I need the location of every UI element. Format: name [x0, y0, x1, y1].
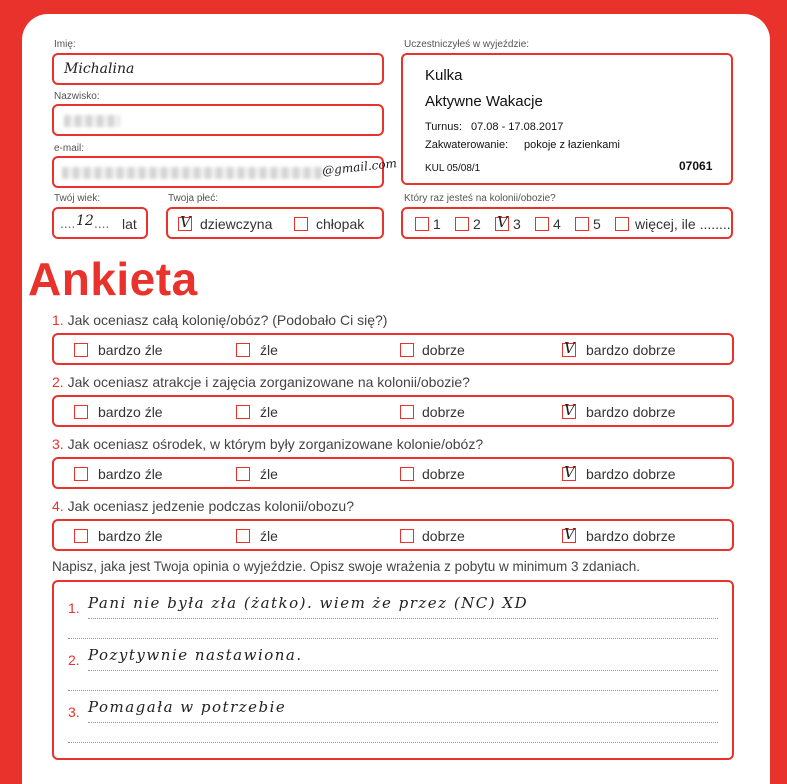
age-value: 12 — [76, 213, 94, 229]
rating-option-very-bad: bardzo źle — [98, 528, 163, 544]
rating-option-good: dobrze — [422, 404, 465, 420]
age-dots-pre: .... — [60, 217, 76, 231]
rating-checkbox-bad[interactable] — [236, 405, 250, 419]
age-field[interactable] — [52, 207, 148, 239]
age-dots-post: .... — [94, 217, 110, 231]
checkmark-icon: V — [180, 213, 191, 231]
rating-row-2 — [52, 395, 734, 427]
checkmark-icon: V — [564, 401, 575, 419]
accom-label: Zakwaterowanie: — [425, 139, 509, 151]
opinion-line-number: 1. — [68, 600, 80, 616]
rating-checkbox-good[interactable] — [400, 343, 414, 357]
camp-code: KUL 05/08/1 — [425, 163, 481, 174]
surname-field[interactable] — [52, 104, 384, 136]
accom-value: pokoje z łazienkami — [524, 139, 620, 151]
times-option-2: 2 — [473, 216, 481, 232]
times-option-3: 3 — [513, 216, 521, 232]
redacted-surname — [64, 115, 120, 127]
name-label: Imię: — [54, 39, 76, 50]
camp-program: Aktywne Wakacje — [425, 93, 543, 110]
email-field[interactable] — [52, 156, 398, 188]
rating-option-bad: źle — [260, 404, 278, 420]
times-label: Który raz jesteś na kolonii/obozie? — [404, 193, 556, 204]
times-option-1: 1 — [433, 216, 441, 232]
rating-checkbox-very-good[interactable] — [562, 401, 576, 419]
rating-option-bad: źle — [260, 342, 278, 358]
rating-option-good: dobrze — [422, 466, 465, 482]
rating-checkbox-good[interactable] — [400, 467, 414, 481]
question-3 — [52, 436, 483, 452]
rating-option-very-good: bardzo dobrze — [586, 466, 676, 482]
checkmark-icon: V — [497, 213, 508, 231]
question-number: 2. — [52, 374, 64, 390]
rating-checkbox-bad[interactable] — [236, 529, 250, 543]
rating-checkbox-good[interactable] — [400, 529, 414, 543]
times-checkbox-1[interactable] — [415, 217, 429, 231]
dotted-line — [88, 618, 718, 619]
rating-option-very-bad: bardzo źle — [98, 404, 163, 420]
rating-checkbox-very-bad[interactable] — [74, 405, 88, 419]
question-text: Jak oceniasz atrakcje i zajęcia zorganizowane na kolonii/obozie? — [67, 374, 470, 390]
times-option-4: 4 — [553, 216, 561, 232]
rating-option-bad: źle — [260, 528, 278, 544]
times-checkbox-2[interactable] — [455, 217, 469, 231]
gender-label: Twoja płeć: — [168, 193, 219, 204]
rating-checkbox-good[interactable] — [400, 405, 414, 419]
rating-checkbox-very-bad[interactable] — [74, 529, 88, 543]
rating-checkbox-bad[interactable] — [236, 467, 250, 481]
rating-row-3 — [52, 457, 734, 489]
rating-checkbox-very-good[interactable] — [562, 339, 576, 357]
gender-checkbox-girl[interactable] — [178, 213, 192, 231]
dotted-line — [68, 690, 718, 691]
question-1 — [52, 312, 387, 328]
dotted-line — [88, 722, 718, 723]
question-number: 3. — [52, 436, 64, 452]
times-checkbox-5[interactable] — [575, 217, 589, 231]
rating-checkbox-very-good[interactable] — [562, 525, 576, 543]
question-number: 1. — [52, 312, 64, 328]
camp-info-box — [401, 53, 733, 185]
age-unit: lat — [122, 216, 137, 232]
rating-option-very-good: bardzo dobrze — [586, 342, 676, 358]
redacted-email — [62, 167, 324, 179]
question-text: Jak oceniasz jedzenie podczas kolonii/obozu? — [67, 498, 354, 514]
opinion-line-text: Pozytywnie nastawiona. — [88, 646, 303, 664]
gender-field — [166, 207, 384, 239]
name-value: Michalina — [64, 61, 135, 77]
rating-option-good: dobrze — [422, 528, 465, 544]
times-option-more: więcej, ile ........ — [635, 216, 731, 232]
gender-option-girl: dziewczyna — [200, 216, 273, 232]
rating-checkbox-very-good[interactable] — [562, 463, 576, 481]
checkmark-icon: V — [564, 525, 575, 543]
times-checkbox-more[interactable] — [615, 217, 629, 231]
dotted-line — [88, 670, 718, 671]
turnus-label: Turnus: — [425, 121, 462, 133]
rating-checkbox-very-bad[interactable] — [74, 343, 88, 357]
dotted-line — [68, 638, 718, 639]
opinion-prompt: Napisz, jaka jest Twoja opinia o wyjeździe. Opisz swoje wrażenia z pobytu w minimum 3 zdaniach. — [52, 559, 641, 574]
rating-row-4 — [52, 519, 734, 551]
times-checkbox-4[interactable] — [535, 217, 549, 231]
times-option-5: 5 — [593, 216, 601, 232]
opinion-line-number: 2. — [68, 652, 80, 668]
surname-label: Nazwisko: — [54, 91, 100, 102]
opinion-line-text: Pani nie była zła (żatko). wiem że przez (NC) XD — [88, 594, 529, 612]
times-field — [401, 207, 733, 239]
opinion-line-number: 3. — [68, 704, 80, 720]
question-text: Jak oceniasz ośrodek, w którym były zorganizowane kolonie/obóz? — [67, 436, 484, 452]
camp-name: Kulka — [425, 67, 463, 84]
dotted-line — [68, 742, 718, 743]
rating-option-very-good: bardzo dobrze — [586, 528, 676, 544]
checkmark-icon: V — [564, 339, 575, 357]
rating-checkbox-very-bad[interactable] — [74, 467, 88, 481]
age-label: Twój wiek: — [54, 193, 101, 204]
rating-option-very-good: bardzo dobrze — [586, 404, 676, 420]
question-4 — [52, 498, 354, 514]
camp-label: Uczestniczyłeś w wyjeździe: — [404, 39, 530, 50]
opinion-box[interactable] — [52, 580, 734, 760]
email-label: e-mail: — [54, 143, 85, 154]
rating-option-very-bad: bardzo źle — [98, 466, 163, 482]
question-2 — [52, 374, 470, 390]
email-tail: @gmail.com — [321, 156, 398, 178]
checkmark-icon: V — [564, 463, 575, 481]
rating-checkbox-bad[interactable] — [236, 343, 250, 357]
times-checkbox-3[interactable] — [495, 213, 509, 231]
question-number: 4. — [52, 498, 64, 514]
opinion-line-text: Pomagała w potrzebie — [88, 698, 287, 716]
gender-checkbox-boy[interactable] — [294, 217, 308, 231]
turnus-value: 07.08 - 17.08.2017 — [471, 121, 564, 133]
rating-option-very-bad: bardzo źle — [98, 342, 163, 358]
camp-number: 07061 — [679, 159, 713, 173]
rating-row-1 — [52, 333, 734, 365]
gender-option-boy: chłopak — [316, 216, 365, 232]
rating-option-bad: źle — [260, 466, 278, 482]
name-field[interactable] — [52, 53, 384, 85]
rating-option-good: dobrze — [422, 342, 465, 358]
page-title: Ankieta — [28, 253, 198, 305]
question-text: Jak oceniasz całą kolonię/obóz? (Podobało Ci się?) — [67, 312, 388, 328]
